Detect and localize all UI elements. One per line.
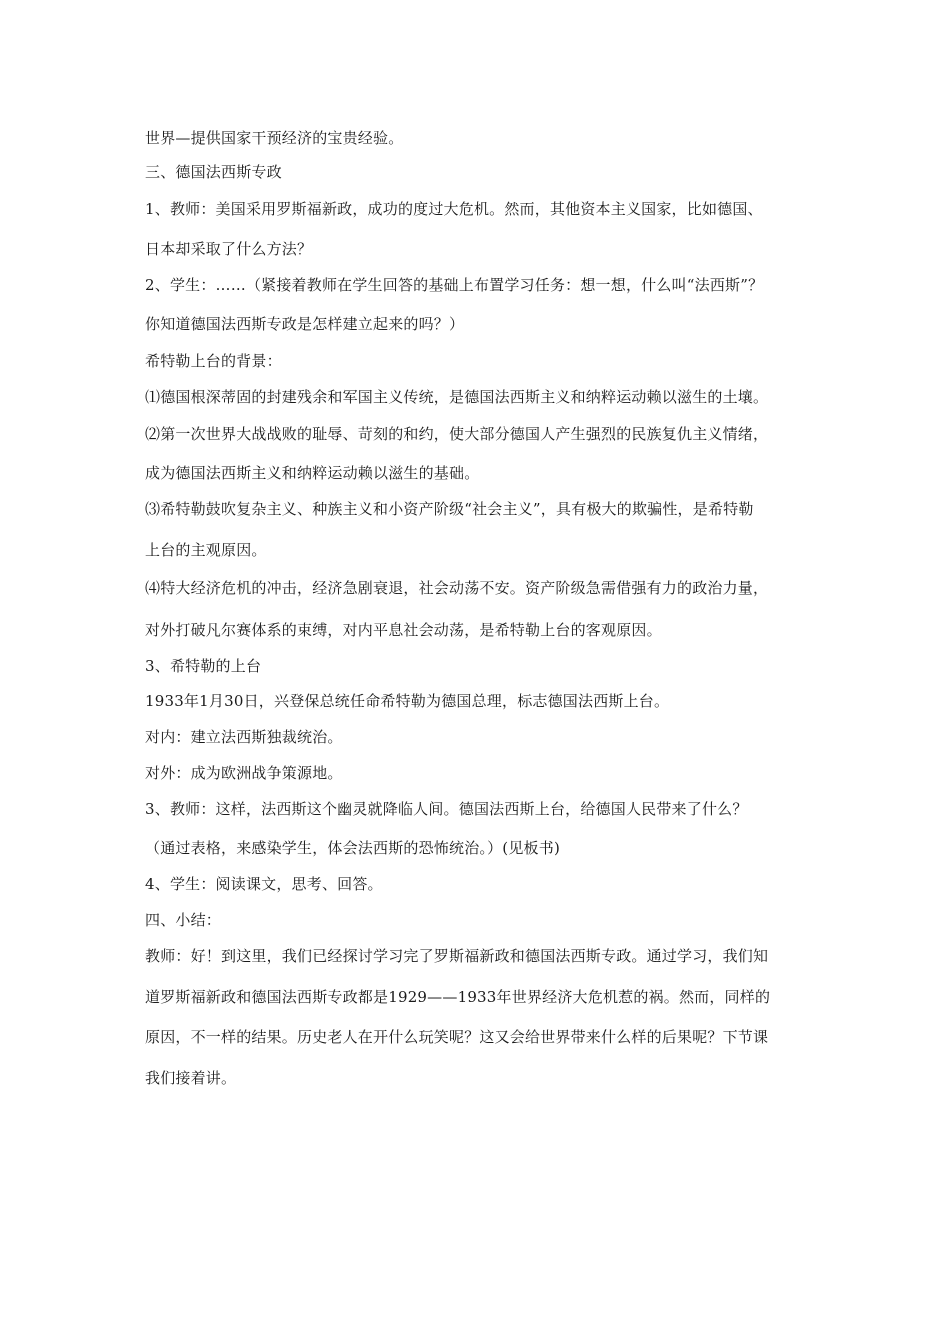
list-item-2-cont: 成为德国法西斯主义和纳粹运动赖以滋生的基础。 (145, 464, 480, 482)
paragraph-summary-3: 原因，不一样的结果。历史老人在开什么玩笑呢？这又会给世界带来什么样的后果呢？下节课 (145, 1028, 769, 1046)
list-item-3: ⑶希特勒鼓吹复杂主义、种族主义和小资产阶级“社会主义”，具有极大的欺骗性，是希特勒 (145, 500, 754, 518)
section-heading-summary: 四、小结： (145, 911, 222, 929)
section-heading-german-fascism: 三、德国法西斯专政 (145, 163, 282, 181)
paragraph-teacher-1-cont: 日本却采取了什么方法？ (145, 240, 313, 258)
paragraph-foreign: 对外：成为欧洲战争策源地。 (145, 764, 343, 782)
paragraph-table-note: （通过表格，来感染学生，体会法西斯的恐怖统治。）(见板书) (145, 839, 561, 857)
paragraph-summary-4: 我们接着讲。 (145, 1069, 237, 1087)
paragraph-domestic: 对内：建立法西斯独裁统治。 (145, 728, 343, 746)
list-item-1: ⑴德国根深蒂固的封建残余和军国主义传统，是德国法西斯主义和纳粹运动赖以滋生的土壤。 (145, 388, 769, 406)
list-item-3-cont: 上台的主观原因。 (145, 541, 267, 559)
subheading-hitler-rise: 3、希特勒的上台 (145, 657, 262, 675)
paragraph-student-2: 2、学生：……（紧接着教师在学生回答的基础上布置学习任务：想一想，什么叫“法西斯”？ (145, 276, 764, 294)
list-item-4-cont: 对外打破凡尔赛体系的束缚，对内平息社会动荡，是希特勒上台的客观原因。 (145, 621, 662, 639)
paragraph-student-2-cont: 你知道德国法西斯专政是怎样建立起来的吗？） (145, 315, 465, 333)
list-item-2: ⑵第一次世界大战战败的耻辱、苛刻的和约，使大部分德国人产生强烈的民族复仇主义情绪， (145, 425, 769, 443)
list-item-4: ⑷特大经济危机的冲击，经济急剧衰退，社会动荡不安。资产阶级急需借强有力的政治力量， (145, 579, 769, 597)
paragraph-date-1933: 1933年1月30日，兴登保总统任命希特勒为德国总理，标志德国法西斯上台。 (145, 692, 670, 710)
paragraph-student-4: 4、学生：阅读课文，思考、回答。 (145, 875, 383, 893)
paragraph-teacher-3: 3、教师：这样，法西斯这个幽灵就降临人间。德国法西斯上台，给德国人民带来了什么？ (145, 800, 748, 818)
paragraph-summary-2: 道罗斯福新政和德国法西斯专政都是1929——1933年世界经济大危机惹的祸。然而，同样的 (145, 988, 771, 1006)
subheading-hitler-background: 希特勒上台的背景： (145, 352, 282, 370)
paragraph-summary-1: 教师：好！到这里，我们已经探讨学习完了罗斯福新政和德国法西斯专政。通过学习，我们知 (145, 947, 769, 965)
text-line-continuation: 世界—提供国家干预经济的宝贵经验。 (145, 129, 404, 147)
paragraph-teacher-1: 1、教师：美国采用罗斯福新政，成功的度过大危机。然而，其他资本主义国家，比如德国、 (145, 200, 763, 218)
